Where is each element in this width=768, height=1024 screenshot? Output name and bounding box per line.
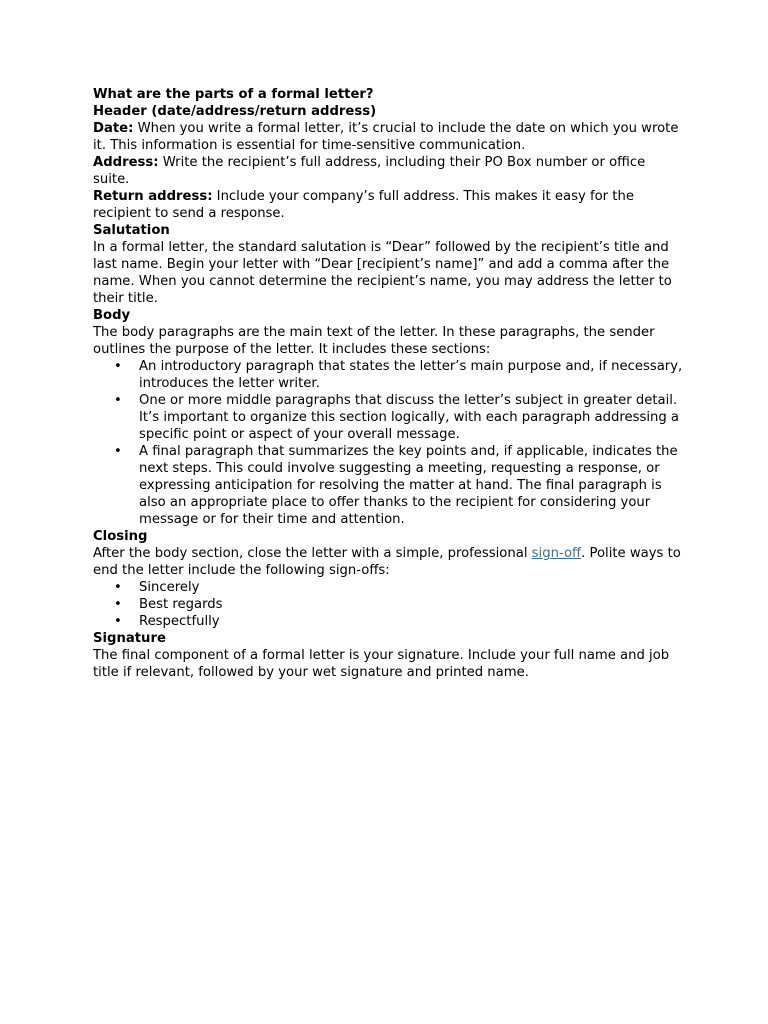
body-sections-list	[93, 358, 683, 528]
closing-text-before: After the body section, close the letter with a simple, professional	[93, 546, 532, 561]
body-paragraph: The body paragraphs are the main text of the letter. In these paragraphs, the sender outlines the purpose of the letter. It includes these sections:	[93, 325, 655, 357]
list-item-text: Respectfully	[139, 614, 220, 629]
date-paragraph	[93, 120, 683, 154]
closing-heading: Closing	[93, 529, 148, 544]
address-label: Address:	[93, 155, 159, 170]
date-text: When you write a formal letter, it’s crucial to include the date on which you wrote it. This information is essential for time-sensitive communication.	[93, 121, 679, 153]
date-label: Date:	[93, 121, 134, 136]
return-address-paragraph	[93, 188, 683, 222]
bullet-icon: •	[114, 359, 122, 374]
list-item	[93, 443, 683, 528]
list-item	[93, 613, 683, 630]
header-heading: Header (date/address/return address)	[93, 104, 377, 119]
sign-off-link[interactable]: sign-off	[531, 546, 582, 561]
signature-paragraph: The final component of a formal letter is your signature. Include your full name and job title if relevant, followed by your wet signature and printed name.	[93, 648, 670, 680]
signature-heading: Signature	[93, 631, 166, 646]
sign-offs-list	[93, 579, 683, 630]
bullet-icon: •	[114, 614, 122, 629]
address-text: Write the recipient’s full address, including their PO Box number or office suite.	[93, 155, 646, 187]
return-address-label: Return address:	[93, 189, 213, 204]
return-address-text: Include your company’s full address. This makes it easy for the recipient to send a response.	[93, 189, 634, 221]
list-item-text: One or more middle paragraphs that discuss the letter’s subject in greater detail. It’s important to organize this section logically, with each paragraph addressing a specific point or aspect of your overall message.	[139, 393, 679, 442]
list-item-text: An introductory paragraph that states the letter’s main purpose and, if necessary, introduces the letter writer.	[139, 359, 683, 391]
bullet-icon: •	[114, 393, 122, 408]
bullet-icon: •	[114, 597, 122, 612]
salutation-paragraph: In a formal letter, the standard salutation is “Dear” followed by the recipient’s title and last name. Begin your letter with “Dear [recipient’s name]” and add a comma after the name. When you cannot determine the recipient’s name, you may address the letter to their title.	[93, 240, 672, 306]
closing-text-after: . Polite ways to end the letter include the following sign-offs:	[93, 546, 681, 578]
body-heading: Body	[93, 308, 131, 323]
salutation-heading: Salutation	[93, 223, 170, 238]
list-item-text: Sincerely	[139, 580, 200, 595]
list-item	[93, 579, 683, 596]
page-title: What are the parts of a formal letter?	[93, 87, 374, 102]
list-item	[93, 358, 683, 392]
bullet-icon: •	[114, 580, 122, 595]
closing-paragraph	[93, 545, 683, 579]
list-item	[93, 392, 683, 443]
bullet-icon: •	[114, 444, 122, 459]
document-content	[93, 86, 683, 681]
list-item-text: Best regards	[139, 597, 223, 612]
list-item	[93, 596, 683, 613]
address-paragraph	[93, 154, 683, 188]
list-item-text: A final paragraph that summarizes the key points and, if applicable, indicates the next steps. This could involve suggesting a meeting, requesting a response, or expressing anticipation for resolving the matter at hand. The final paragraph is also an appropriate place to offer thanks to the recipient for considering your message or for their time and attention.	[139, 444, 678, 527]
